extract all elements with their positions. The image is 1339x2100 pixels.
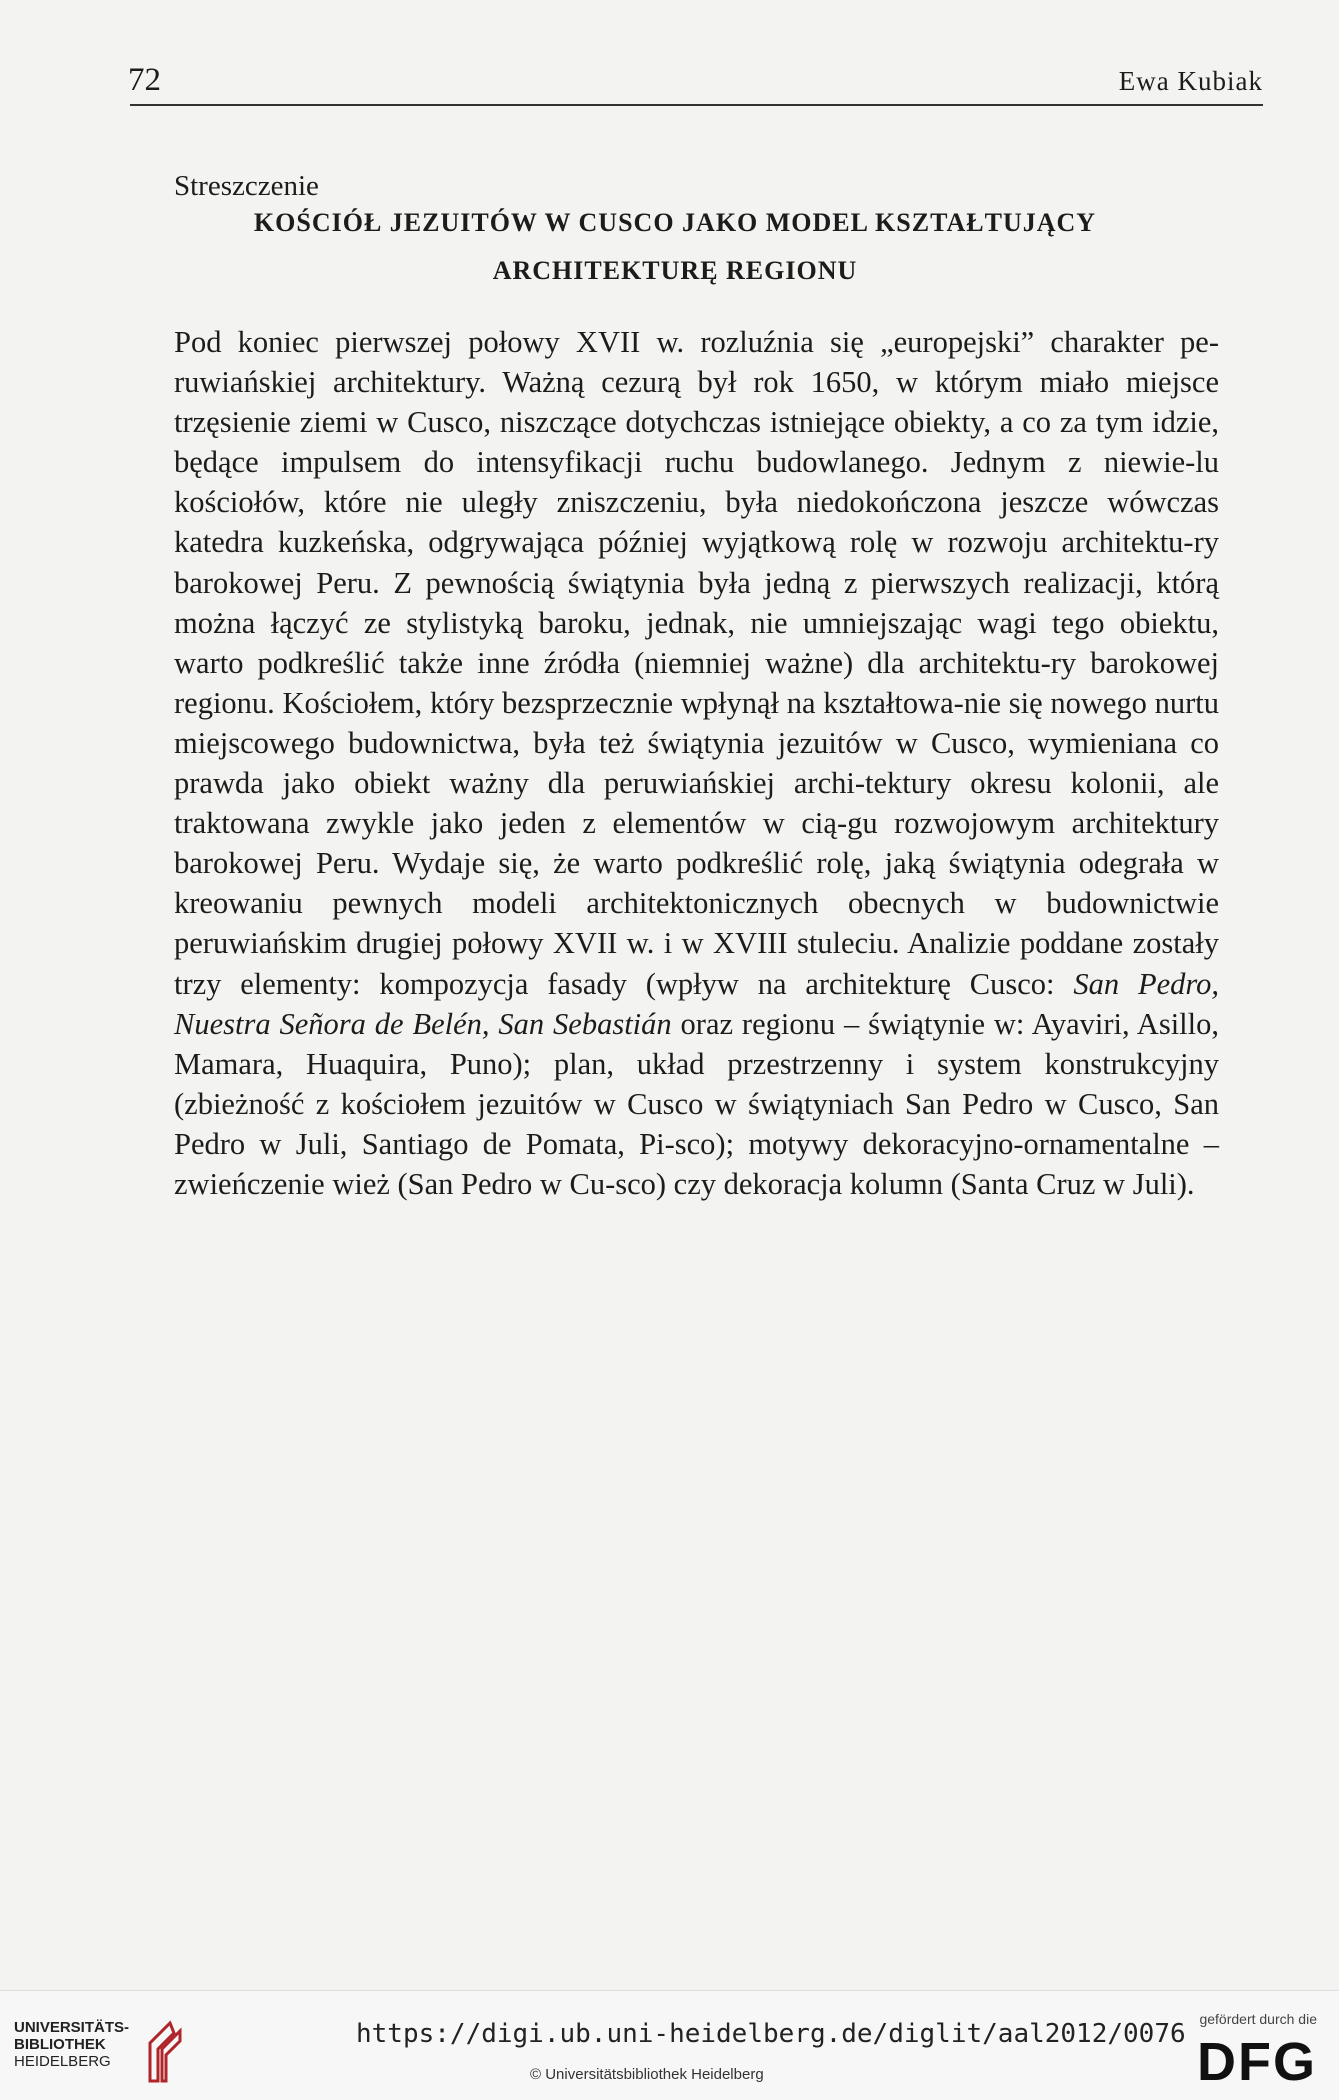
library-logo[interactable]	[14, 2019, 194, 2089]
abstract-body-part2: oraz regionu – świątynie w: Ayaviri, Asillo, Mamara, Huaquira, Puno); plan, układ przestrzenny i system konstrukcyjny (zbieżność z kościołem jezuitów w Cusco w świątyniach San Pedro w Cusco, San Pedro w Juli, Santiago de Pomata, Pi-sco); motywy dekoracyjno-ornamentalne – zwieńczenie wież (San Pedro w Cu-sco) czy dekoracja kolumn (Santa Cruz w Juli).	[174, 1006, 1219, 1201]
library-name-line3: HEIDELBERG	[14, 2053, 111, 2070]
footer-bar	[0, 1990, 1339, 2100]
header-divider	[130, 104, 1263, 106]
library-name-line2: BIBLIOTHEK	[14, 2036, 106, 2053]
funding-note: gefördert durch die	[1199, 2011, 1317, 2027]
copyright-notice: © Universitätsbibliothek Heidelberg	[530, 2066, 764, 2083]
abstract-body	[174, 322, 1219, 1204]
library-emblem-icon	[140, 2019, 188, 2085]
page-number: 72	[128, 62, 161, 98]
dfg-logo[interactable]: DFG	[1197, 2032, 1317, 2092]
abstract-title-line2: ARCHITEKTURĘ REGIONU	[492, 256, 858, 285]
permalink-url[interactable]: https://digi.ub.uni-heidelberg.de/diglit/aal2012/0076	[356, 2019, 1186, 2049]
library-name-line1: UNIVERSITÄTS-	[14, 2019, 130, 2036]
abstract-body-italic: San Pedro, Nuestra Señora de Belén, San Sebastián	[174, 966, 1219, 1041]
abstract-label: Streszczenie	[174, 170, 319, 202]
abstract-body-part1: Pod koniec pierwszej połowy XVII w. rozluźnia się „europejski” charakter pe-ruwiańskiej architektury. Ważną cezurą był rok 1650, w którym miało miejsce trzęsienie ziemi w Cusco, niszczące dotychczas istniejące obiekty, a co za tym idzie, będące impulsem do intensyfikacji ruchu budowlanego. Jednym z niewie-lu kościołów, które nie uległy zniszczeniu, była niedokończona jeszcze wówczas katedra kuzkeńska, odgrywająca później wyjątkową rolę w rozwoju architektu-ry barokowej Peru. Z pewnością świątynia była jedną z pierwszych realizacji, którą można łączyć ze stylistyką baroku, jednak, nie umniejszając wagi tego obiektu, warto podkreślić także inne źródła (niemniej ważne) dla architektu-ry barokowej regionu. Kościołem, który bezsprzecznie wpłynął na kształtowa-nie się nowego nurtu miejscowego budownictwa, była też świątynia jezuitów w Cusco, wymieniana co prawda jako obiekt ważny dla peruwiańskiej archi-tektury okresu kolonii, ale traktowana zwykle jako jeden z elementów w cią-gu rozwojowym architektury barokowej Peru. Wydaje się, że warto podkreślić rolę, jaką świątynia odegrała w kreowaniu pewnych modeli architektonicznych obecnych w budownictwie peruwiańskim drugiej połowy XVII w. i w XVIII stuleciu. Analizie poddane zostały trzy elementy: kompozycja fasady (wpływ na architekturę Cusco:	[174, 325, 1219, 1001]
running-head-author: Ewa Kubiak	[1118, 66, 1263, 96]
abstract-title-line1: KOŚCIÓŁ JEZUITÓW W CUSCO JAKO MODEL KSZTAŁTUJĄCY	[253, 208, 1097, 237]
